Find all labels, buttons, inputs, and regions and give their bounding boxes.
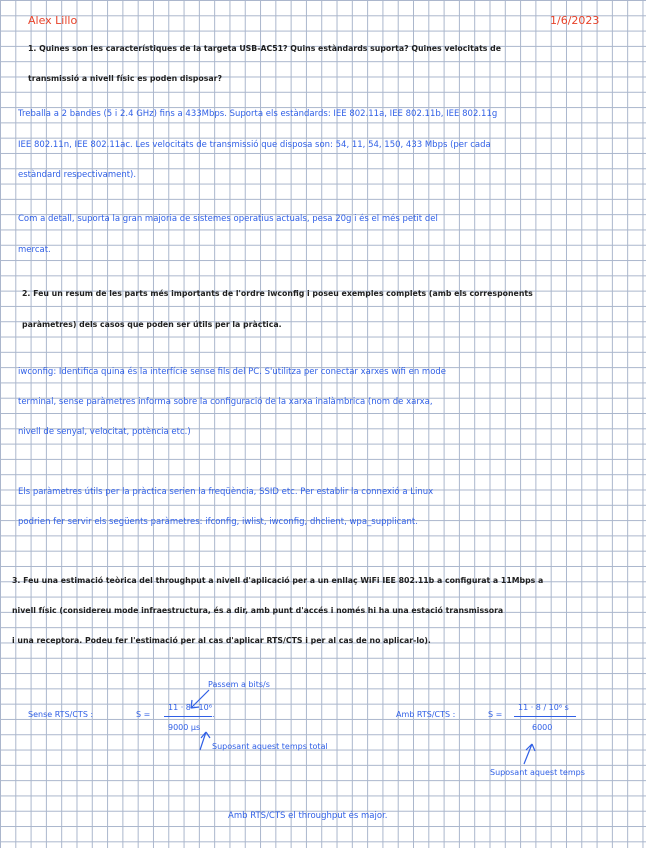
q3-question-line-1: 3. Feu una estimació teòrica del throughput a nivell d'aplicació per a un enllaç WiFi IEE 802.11b a configurat a 11Mbps a <box>12 576 544 585</box>
q2-answer-line-3: nivell de senyal, velocitat, potència etc.) <box>18 427 191 437</box>
q3-question-line-2: nivell físic (considereu mode infraestructura, és a dir, amb punt d'accés i només hi ha una estació transmissora <box>12 606 504 615</box>
q1-answer-line-1: Treballa a 2 bandes (5 i 2.4 GHz) fins a 433Mbps. Suporta els estàndards: IEE 802.11a, IEE 802.11b, IEE 802.11g <box>18 109 498 119</box>
with-rts-denominator: 6000 <box>532 723 553 732</box>
q2-params-line-1: Els paràmetres útils per la pràctica serien la freqüència, SSID etc. Per establir la connexió a Linux <box>18 487 434 497</box>
arrow-to-with-denominator-icon <box>520 742 540 766</box>
without-rts-denominator: 9000 µs <box>168 723 201 732</box>
author-name: Alex Lillo <box>28 14 78 27</box>
conclusion: Amb RTS/CTS el throughput és major. <box>228 811 388 821</box>
with-rts-time-note: Suposant aquest temps <box>490 768 585 777</box>
q2-question-line-2: paràmetres) dels casos que poden ser útils per la pràctica. <box>22 320 282 329</box>
q2-answer-line-2: terminal, sense paràmetres informa sobre la configuració de la xarxa inalàmbrica (nom de xarxa, <box>18 397 433 407</box>
q1-answer-line-3: estàndard respectivament). <box>18 170 137 180</box>
without-rts-time-note: Suposant aquest temps total <box>212 742 328 751</box>
with-rts-numerator: 11 · 8 / 10⁶ s <box>518 703 569 712</box>
bits-conversion-note: Passem a bits/s <box>208 680 270 689</box>
q1-answer-line-2: IEE 802.11n, IEE 802.11ac. Les velocitats de transmissió que disposa son: 54, 11, 54, 150, 433 Mbps (per cada <box>18 140 491 150</box>
q1-question-line-2: transmissió a nivell físic es poden disposar? <box>28 74 223 83</box>
q1-detail-line-1: Com a detall, suporta la gran majoria de sistemes operatius actuals, pesa 20g i és el més petit del <box>18 214 438 224</box>
without-rts-lhs: S = <box>136 710 151 719</box>
q2-question-line-1: 2. Feu un resum de les parts més importants de l'ordre iwconfig i poseu exemples complets (amb els corresponents <box>22 289 533 298</box>
with-rts-lhs: S = <box>488 710 503 719</box>
without-rts-numerator: 11 · 8 · 10⁶ <box>168 703 212 712</box>
note-date: 1/6/2023 <box>550 14 600 27</box>
without-rts-label: Sense RTS/CTS : <box>28 710 94 719</box>
q1-question-line-1: 1. Quines son les característiques de la targeta USB-AC51? Quins estàndards suporta? Quines velocitats de <box>28 44 502 53</box>
q2-params-line-2: podrien fer servir els següents paràmetres: ifconfig, iwlist, iwconfig, dhclient, wpa_supplicant. <box>18 517 418 527</box>
q1-detail-line-2: mercat. <box>18 245 51 255</box>
without-rts-fraction-bar <box>164 716 212 717</box>
without-rts-trailing-dot: . <box>212 710 215 719</box>
q2-answer-line-1: iwconfig: Identifica quina és la interfície sense fils del PC. S'utilitza per conectar xarxes wifi en mode <box>18 367 447 377</box>
with-rts-label: Amb RTS/CTS : <box>396 710 456 719</box>
q3-question-line-3: i una receptora. Podeu fer l'estimació per al cas d'aplicar RTS/CTS i per al cas de no aplicar-lo). <box>12 636 431 645</box>
with-rts-fraction-bar <box>514 716 576 717</box>
